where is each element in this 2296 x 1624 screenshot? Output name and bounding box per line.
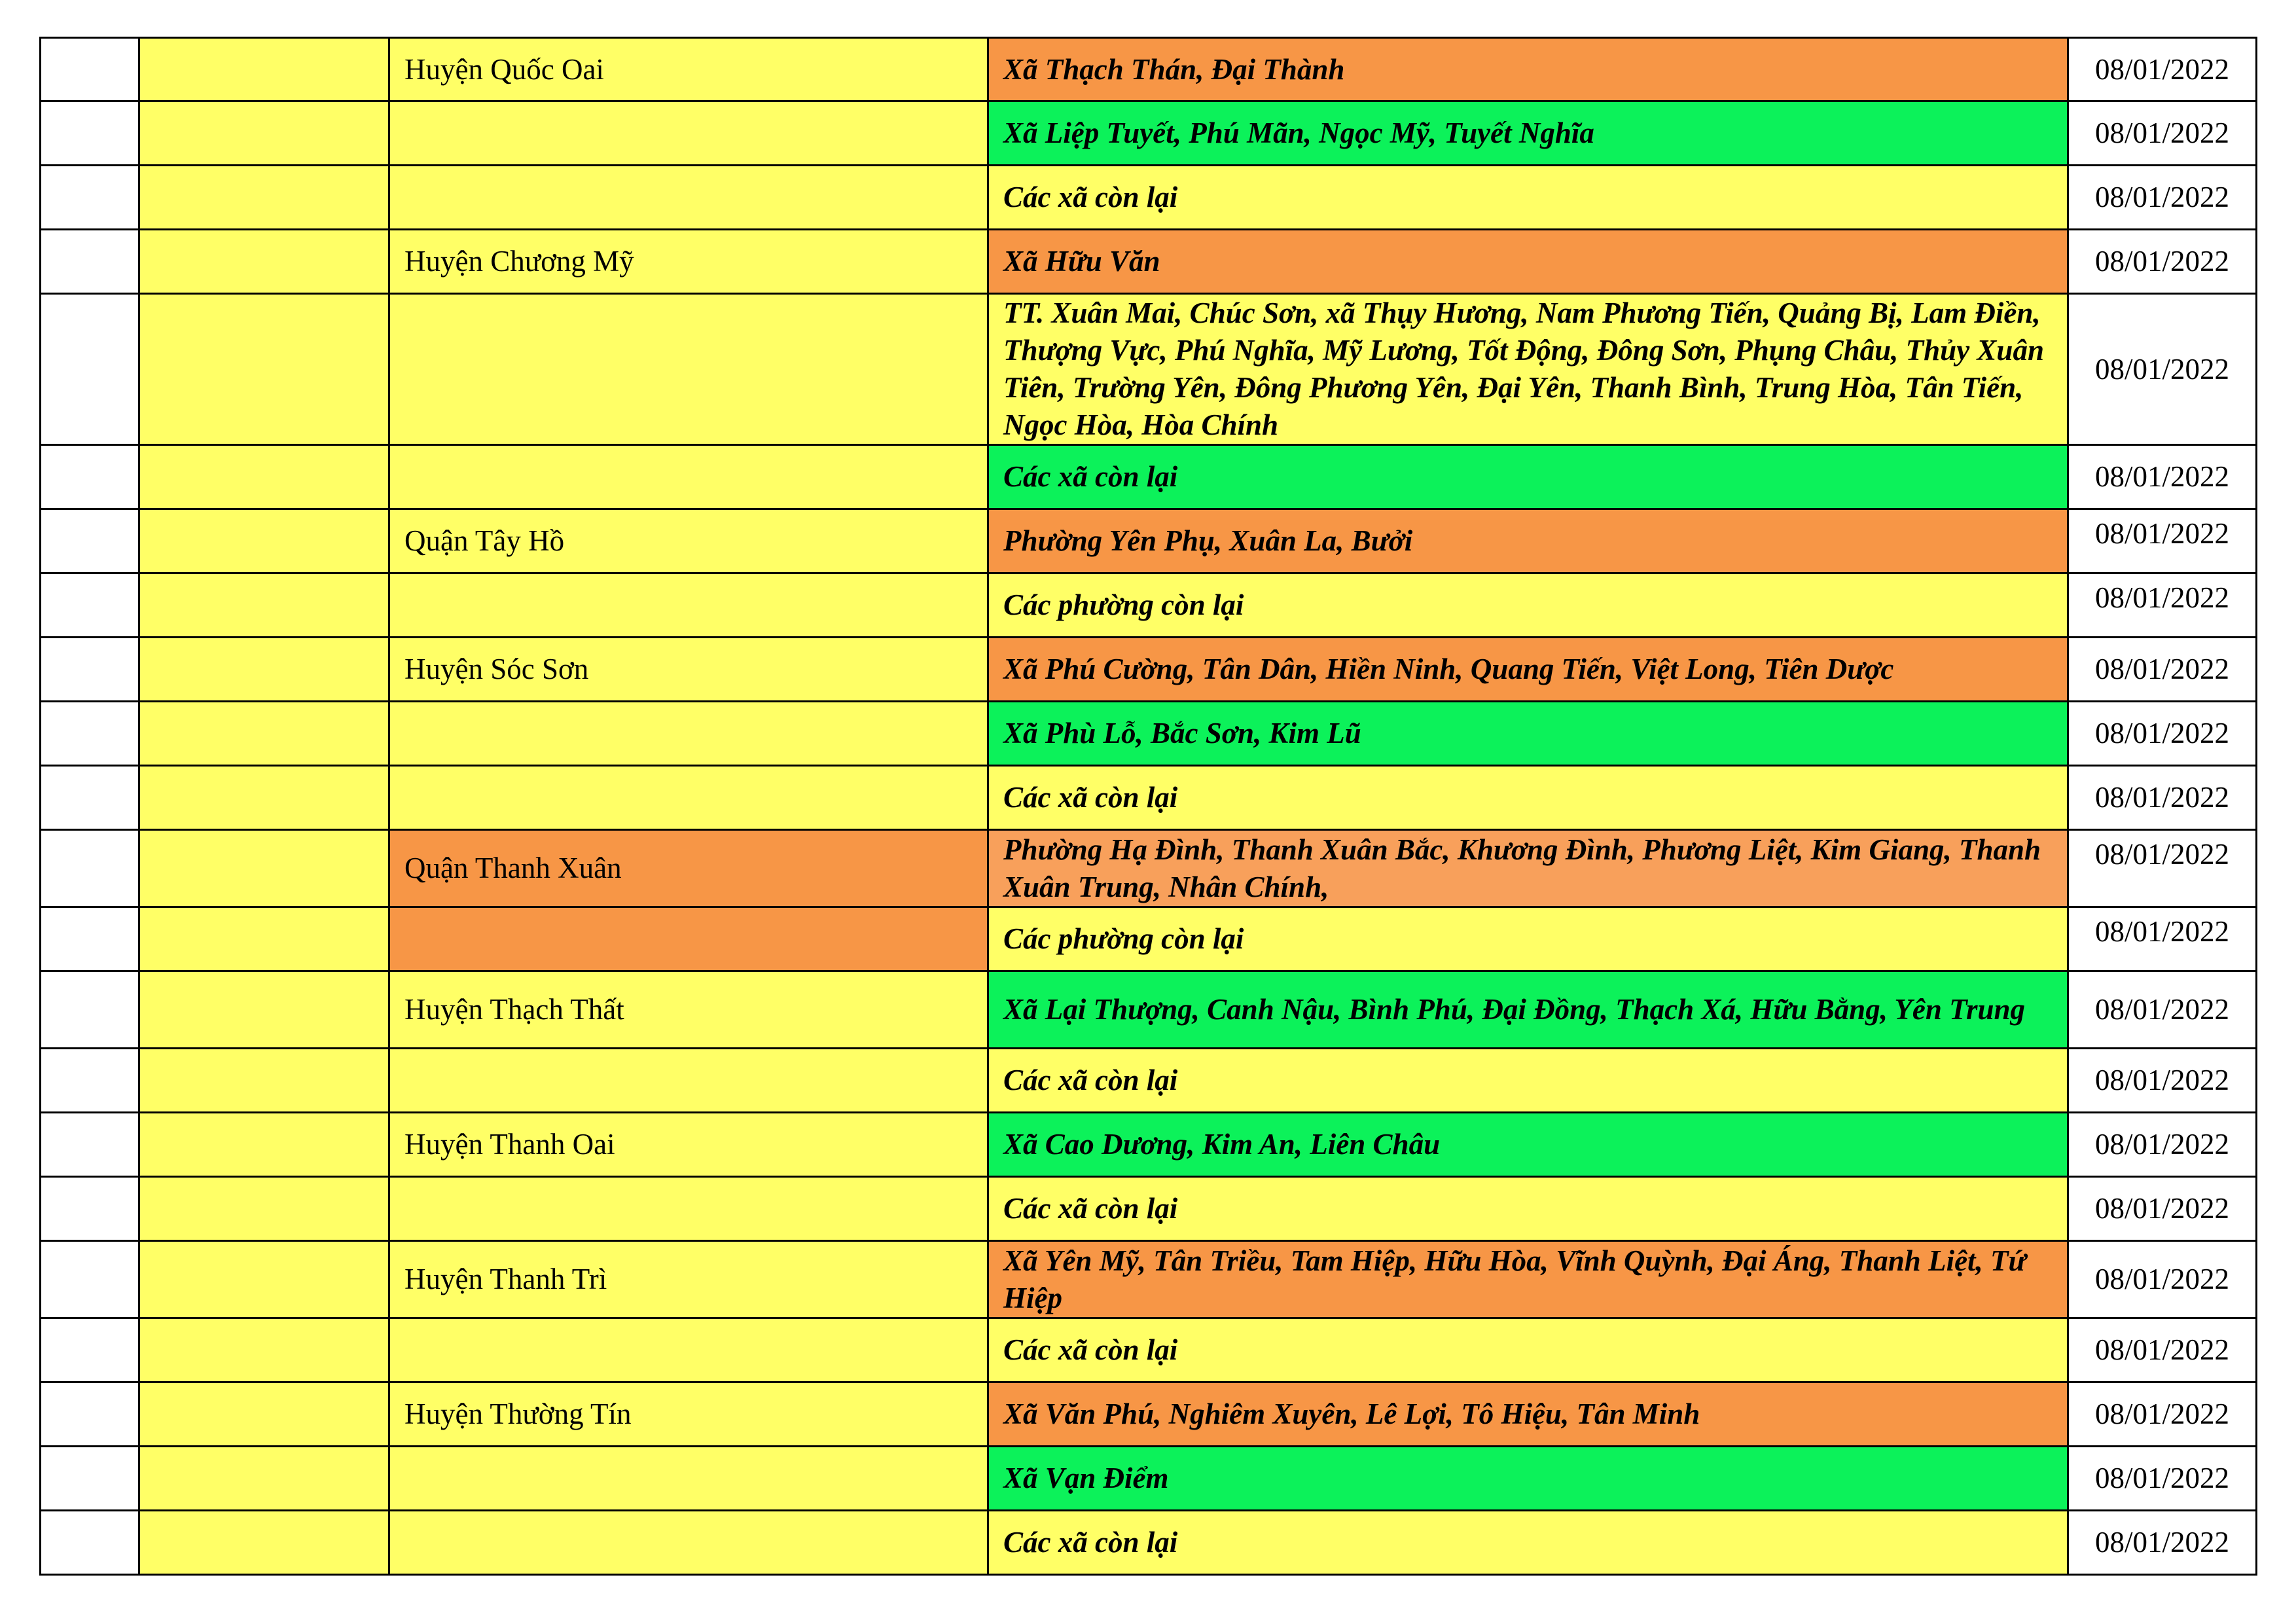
table-row — [41, 101, 2257, 166]
table-row — [41, 166, 2257, 230]
commune-list-cell: Xã Thạch Thán, Đại Thành — [988, 38, 2068, 101]
table-row — [41, 830, 2257, 907]
date-cell: 08/01/2022 — [2068, 1241, 2257, 1318]
stt-cell — [41, 971, 139, 1049]
date-cell: 08/01/2022 — [2068, 830, 2257, 907]
city-cell — [139, 38, 389, 101]
city-cell — [139, 1511, 389, 1575]
table-row — [41, 294, 2257, 445]
commune-list-cell: Xã Hữu Văn — [988, 230, 2068, 294]
stt-cell — [41, 294, 139, 445]
table-row — [41, 1318, 2257, 1382]
commune-list-cell: TT. Xuân Mai, Chúc Sơn, xã Thụy Hương, Nam Phương Tiến, Quảng Bị, Lam Điền, Thượng Vực, Phú Nghĩa, Mỹ Lương, Tốt Động, Đông Sơn, Phụng Châu, Thủy Xuân Tiên, Trường Yên, Đông Phương Yên, Đại Yên, Thanh Bình, Trung Hòa, Tân Tiến, Ngọc Hòa, Hòa Chính — [988, 294, 2068, 445]
commune-list-cell: Xã Cao Dương, Kim An, Liên Châu — [988, 1113, 2068, 1177]
date-cell: 08/01/2022 — [2068, 907, 2257, 971]
commune-list-cell: Xã Lại Thượng, Canh Nậu, Bình Phú, Đại Đồng, Thạch Xá, Hữu Bằng, Yên Trung — [988, 971, 2068, 1049]
table-row — [41, 509, 2257, 573]
district-cell: Huyện Thanh Trì — [389, 1241, 988, 1318]
date-cell: 08/01/2022 — [2068, 445, 2257, 509]
date-cell: 08/01/2022 — [2068, 573, 2257, 638]
district-cell — [389, 573, 988, 638]
stt-cell — [41, 766, 139, 830]
stt-cell — [41, 445, 139, 509]
city-cell — [139, 445, 389, 509]
commune-list-cell: Xã Văn Phú, Nghiêm Xuyên, Lê Lợi, Tô Hiệu, Tân Minh — [988, 1382, 2068, 1447]
date-cell: 08/01/2022 — [2068, 638, 2257, 702]
date-cell: 08/01/2022 — [2068, 702, 2257, 766]
stt-cell — [41, 1447, 139, 1511]
commune-list-cell: Phường Hạ Đình, Thanh Xuân Bắc, Khương Đình, Phương Liệt, Kim Giang, Thanh Xuân Trung, Nhân Chính, — [988, 830, 2068, 907]
table-row — [41, 230, 2257, 294]
district-cell — [389, 702, 988, 766]
city-cell — [139, 766, 389, 830]
district-cell — [389, 1447, 988, 1511]
date-cell: 08/01/2022 — [2068, 971, 2257, 1049]
stt-cell — [41, 573, 139, 638]
district-cell: Huyện Thạch Thất — [389, 971, 988, 1049]
stt-cell — [41, 830, 139, 907]
table-row — [41, 907, 2257, 971]
date-cell: 08/01/2022 — [2068, 230, 2257, 294]
district-cell: Quận Thanh Xuân — [389, 830, 988, 907]
district-cell: Huyện Sóc Sơn — [389, 638, 988, 702]
district-cell — [389, 294, 988, 445]
city-cell — [139, 638, 389, 702]
date-cell: 08/01/2022 — [2068, 1113, 2257, 1177]
date-cell: 08/01/2022 — [2068, 38, 2257, 101]
commune-list-cell: Các xã còn lại — [988, 1511, 2068, 1575]
district-cell — [389, 907, 988, 971]
stt-cell — [41, 1049, 139, 1113]
table-row — [41, 1049, 2257, 1113]
table-row — [41, 1113, 2257, 1177]
date-cell: 08/01/2022 — [2068, 1382, 2257, 1447]
stt-cell — [41, 702, 139, 766]
city-cell — [139, 294, 389, 445]
table-row — [41, 1447, 2257, 1511]
city-cell — [139, 166, 389, 230]
commune-list-cell: Xã Vạn Điểm — [988, 1447, 2068, 1511]
district-cell: Quận Tây Hồ — [389, 509, 988, 573]
stt-cell — [41, 101, 139, 166]
city-cell — [139, 702, 389, 766]
table-row — [41, 1241, 2257, 1318]
city-cell — [139, 1382, 389, 1447]
date-cell: 08/01/2022 — [2068, 1447, 2257, 1511]
table-row — [41, 573, 2257, 638]
table-row — [41, 1382, 2257, 1447]
stt-cell — [41, 1241, 139, 1318]
commune-list-cell: Các xã còn lại — [988, 445, 2068, 509]
date-cell: 08/01/2022 — [2068, 1318, 2257, 1382]
city-cell — [139, 101, 389, 166]
stt-cell — [41, 1511, 139, 1575]
date-cell: 08/01/2022 — [2068, 101, 2257, 166]
city-cell — [139, 1177, 389, 1241]
table-row — [41, 766, 2257, 830]
commune-list-cell: Các phường còn lại — [988, 573, 2068, 638]
city-cell — [139, 830, 389, 907]
commune-list-cell: Các xã còn lại — [988, 1318, 2068, 1382]
stt-cell — [41, 1318, 139, 1382]
city-cell — [139, 1113, 389, 1177]
commune-list-cell: Xã Yên Mỹ, Tân Triều, Tam Hiệp, Hữu Hòa, Vĩnh Quỳnh, Đại Áng, Thanh Liệt, Tứ Hiệp — [988, 1241, 2068, 1318]
date-cell: 08/01/2022 — [2068, 1177, 2257, 1241]
commune-list-cell: Xã Phù Lỗ, Bắc Sơn, Kim Lũ — [988, 702, 2068, 766]
table-row — [41, 971, 2257, 1049]
district-cell — [389, 101, 988, 166]
city-cell — [139, 509, 389, 573]
stt-cell — [41, 38, 139, 101]
commune-list-cell: Xã Liệp Tuyết, Phú Mãn, Ngọc Mỹ, Tuyết Nghĩa — [988, 101, 2068, 166]
stt-cell — [41, 509, 139, 573]
commune-list-cell: Các xã còn lại — [988, 1177, 2068, 1241]
commune-list-cell: Xã Phú Cường, Tân Dân, Hiền Ninh, Quang Tiến, Việt Long, Tiên Dược — [988, 638, 2068, 702]
commune-list-cell: Các xã còn lại — [988, 166, 2068, 230]
district-cell: Huyện Thường Tín — [389, 1382, 988, 1447]
date-cell: 08/01/2022 — [2068, 766, 2257, 830]
district-cell — [389, 1177, 988, 1241]
table-body — [41, 38, 2257, 1575]
date-cell: 08/01/2022 — [2068, 1049, 2257, 1113]
date-cell: 08/01/2022 — [2068, 509, 2257, 573]
stt-cell — [41, 230, 139, 294]
district-cell: Huyện Thanh Oai — [389, 1113, 988, 1177]
district-cell: Huyện Quốc Oai — [389, 38, 988, 101]
table-row — [41, 638, 2257, 702]
city-cell — [139, 230, 389, 294]
city-cell — [139, 573, 389, 638]
date-cell: 08/01/2022 — [2068, 1511, 2257, 1575]
table-row — [41, 445, 2257, 509]
district-cell — [389, 166, 988, 230]
table-row — [41, 702, 2257, 766]
date-cell: 08/01/2022 — [2068, 166, 2257, 230]
city-cell — [139, 907, 389, 971]
district-status-table — [39, 37, 2257, 1576]
commune-list-cell: Các phường còn lại — [988, 907, 2068, 971]
table-row — [41, 1511, 2257, 1575]
stt-cell — [41, 1177, 139, 1241]
stt-cell — [41, 1382, 139, 1447]
district-cell — [389, 766, 988, 830]
stt-cell — [41, 166, 139, 230]
city-cell — [139, 971, 389, 1049]
district-cell — [389, 1511, 988, 1575]
commune-list-cell: Các xã còn lại — [988, 766, 2068, 830]
district-cell — [389, 445, 988, 509]
city-cell — [139, 1241, 389, 1318]
city-cell — [139, 1318, 389, 1382]
date-cell: 08/01/2022 — [2068, 294, 2257, 445]
district-cell — [389, 1049, 988, 1113]
commune-list-cell: Các xã còn lại — [988, 1049, 2068, 1113]
table-row — [41, 38, 2257, 101]
district-cell — [389, 1318, 988, 1382]
stt-cell — [41, 907, 139, 971]
stt-cell — [41, 1113, 139, 1177]
city-cell — [139, 1049, 389, 1113]
district-cell: Huyện Chương Mỹ — [389, 230, 988, 294]
commune-list-cell: Phường Yên Phụ, Xuân La, Bưởi — [988, 509, 2068, 573]
stt-cell — [41, 638, 139, 702]
city-cell — [139, 1447, 389, 1511]
table-row — [41, 1177, 2257, 1241]
